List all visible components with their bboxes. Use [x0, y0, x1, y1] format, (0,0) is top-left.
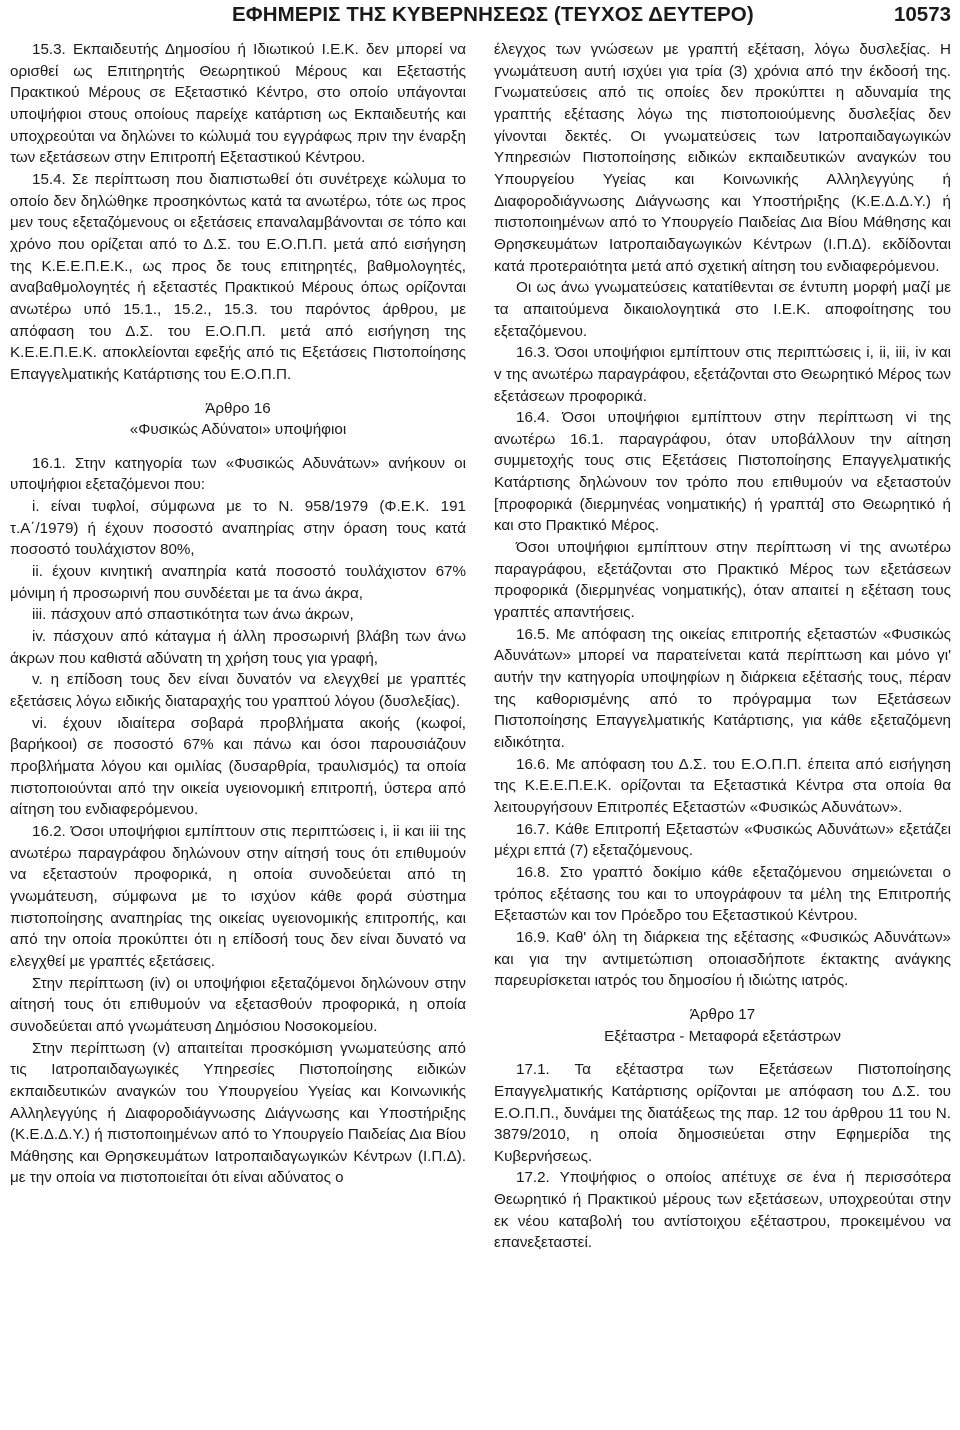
item-iii: iii. πάσχουν από σπαστικότητα των άνω άκρων,: [32, 606, 354, 624]
paragraph-15-4: 15.4. Σε περίπτωση που διαπιστωθεί ότι συνέτρεχε κώλυμα το οποίο δεν δηλώθηκε προσηκόντως κατά τα ανωτέρω, τότε ως προς μεν τους εξεταζόμενους οι εξετάσεις επαναλαμβάνονται σε τόπο και χρόνο που ορίζεται από το Δ.Σ. του Ε.Ο.Π.Π. μετά από εισήγηση της Κ.Ε.Ε.Π.Ε.Κ., ως προς δε τους επιτηρητές, βαθμολογητές, αναβαθμολογητές ή εξεταστές Πρακτικού Μέρους όπως ορίζονται ανωτέρω υπό 15.1., 15.2., 15.3. του παρόντος άρθρου, με απόφαση του Δ.Σ. του Ε.Ο.Π.Π. μετά από εισήγηση της Κ.Ε.Ε.Π.Ε.Κ. αποκλείονται εφεξής από τις Εξετάσεις Πιστοποίησης Επαγγελματικής Κατάρτισης του Ε.Ο.Π.Π.: [10, 170, 466, 383]
paragraph-15-3: 15.3. Εκπαιδευτής Δημοσίου ή Ιδιωτικού Ι.Ε.Κ. δεν μπορεί να ορισθεί ως Επιτηρητής Θεωρητικού Μέρους και Εξεταστής Πρακτικού Μέρους σε Εξεταστικό Κέντρο, στο οποίο υπάγονται υποψήφιοι στους οποίους παρείχε κατάρτιση ως Εκπαιδευτής και υποχρεούται να δηλώνει το κώλυμά του εγγράφως πριν την έναρξη των εξετάσεων στην Επιτροπή Εξεταστικού Κέντρου.: [10, 41, 466, 167]
paragraph-17-2: 17.2. Υποψήφιος ο οποίος απέτυχε σε ένα ή περισσότερα Θεωρητικό ή Πρακτικού μέρους των εξετάσεων, υποχρεούται στην εκ νέου καταβολή του αντίστοιχου εξέταστρου, προκειμένου να επανεξεταστεί.: [494, 1169, 951, 1252]
article-17-title: Άρθρο 17: [689, 1005, 756, 1023]
paragraph-continued: έλεγχος των γνώσεων με γραπτή εξέταση, λόγω δυσλεξίας. Η γνωμάτευση αυτή ισχύει για τρία (3) χρόνια από την έκδοσή της. Γνωματεύσεις από τις οποίες δεν προκύπτει η αδυναμία της γραπτής εξέτασης λόγω της πιστοποιούμενης δυσλεξίας δεν γίνονται δεκτές. Οι γνωματεύσεις των Ιατροπαιδαγωγικών Υπηρεσιών Πιστοποίησης ειδικών εκπαιδευτικών αναγκών του Υπουργείου Υγείας και Κοινωνικής Αλληλεγγύης ή Διαφοροδιάγνωσης Διάγνωσης και Υποστήριξης (Κ.Ε.Δ.Δ.Υ.) ή πιστοποιημένων από το Υπουργείο Παιδείας Δια Βίου Μάθησης και Θρησκευμάτων Ιατροπαιδαγωγικών Κέντρων (Ι.Π.Δ). εκδίδονται κατά προτεραιότητα μετά από σχετική αίτηση του ενδιαφερόμενου.: [494, 41, 951, 275]
item-vi: vi. έχουν ιδιαίτερα σοβαρά προβλήματα ακοής (κωφοί, βαρήκοοι) σε ποσοστό 67% και πάνω και όσοι παρουσιάζουν προβλήματα λόγου και ομιλίας (δυσαρθρία, τραυλισμός) τα οποία πιστοποιούνται από την οικεία υγειονομική επιτροπή, ύστερα από αίτηση του ενδιαφερόμενου.: [10, 714, 466, 819]
page-number: 10573: [893, 3, 951, 26]
paragraph-17-1: 17.1. Τα εξέταστρα των Εξετάσεων Πιστοποίησης Επαγγελματικής Κατάρτισης ορίζονται με απόφαση του Δ.Σ. του Ε.Ο.Π.Π., δυνάμει της διατάξεως της παρ. 12 του άρθρου 11 του Ν. 3879/2010, η οποία δημοσιεύεται στην Εφημερίδα της Κυβερνήσεως.: [494, 1061, 951, 1165]
paragraph-certificates: Οι ως άνω γνωματεύσεις κατατίθενται σε έντυπη μορφή μαζί με τα απαιτούμενα δικαιολογητικά στο Ι.Ε.Κ. αποφοίτησης του εξεταζόμενου.: [494, 279, 951, 340]
paragraph-case-vi: Όσοι υποψήφιοι εμπίπτουν στην περίπτωση vi της ανωτέρω παραγράφου, εξετάζονται στο Πρακτικό Μέρος των εξετάσεων προφορικά (διερμηνέας νοηματικής), όταν απαιτεί η εξέταση τους γραπτές απαντήσεις.: [494, 539, 951, 622]
article-17-subtitle: Εξέταστρα - Μεταφορά εξετάστρων: [604, 1027, 841, 1045]
paragraph-case-iv: Στην περίπτωση (iv) οι υποψήφιοι εξεταζόμενοι δηλώνουν στην αίτησή τους ότι επιθυμούν να εξετασθούν προφορικά, η οποία συνοδεύεται από γνωμάτευση Δημόσιου Νοσοκομείου.: [10, 974, 466, 1035]
item-iv: iv. πάσχουν από κάταγμα ή άλλη προσωρινή βλάβη των άνω άκρων που καθιστά αδύνατη τη χρήση τους για γραφή,: [10, 628, 466, 667]
paragraph-16-9: 16.9. Καθ' όλη τη διάρκεια της εξέτασης «Φυσικώς Αδυνάτων» και για την αντιμετώπιση οποιασδήποτε έκτακτης ανάγκης παρευρίσκεται ιατρός του δημοσίου ή ιδιώτης ιατρός.: [494, 928, 951, 990]
right-column: [494, 39, 951, 1254]
item-v: v. η επίδοση τους δεν είναι δυνατόν να ελεγχθεί με γραπτές εξετάσεις λόγω ειδικής διαταραχής του γραπτού λόγου (δυσλεξίας).: [10, 671, 466, 711]
paragraph-16-2: 16.2. Όσοι υποψήφιοι εμπίπτουν στις περιπτώσεις i, ii και iii της ανωτέρω παραγράφου δηλώνουν στην αίτησή τους ότι επιθυμούν να εξεταστούν προφορικά, η οποία συνοδεύεται από τη γνωμάτευση, σύμφωνα με το ισχύον κάθε φορά σύστημα πιστοποίησης αναπηρίας της οικείας υγειονομικής επιτροπής, και από την οποία προκύπτει ότι η επίδοσή τους δεν είναι δυνατό να ελεγχθεί με γραπτές εξετάσεις.: [10, 822, 466, 970]
paragraph-16-8: 16.8. Στο γραπτό δοκίμιο κάθε εξεταζόμενου σημειώνεται ο τρόπος εξέτασης του και το υπογράφουν τα μέλη της Επιτροπής Εξεταστών και τον Πρόεδρο του Εξεταστικού Κέντρου.: [494, 863, 951, 925]
paragraph-case-v: Στην περίπτωση (v) απαιτείται προσκόμιση γνωματεύσης από τις Ιατροπαιδαγωγικές Υπηρεσίες Πιστοποίησης ειδικών εκπαιδευτικών αναγκών του Υπουργείου Υγείας και Κοινωνικής Αλληλεγγύης ή Διαφοροδιάγνωσης Διάγνωσης και Υποστήριξης (Κ.Ε.Δ.Δ.Υ.) ή πιστοποιημένων από το Υπουργείο Παιδείας Δια Βίου Μάθησης και Θρησκευμάτων Ιατροπαιδαγωγικών Κέντρων (Ι.Π.Δ). με την οποία να πιστοποιείται ότι είναι αδύνατος ο: [10, 1039, 466, 1187]
gazette-title: ΕΦΗΜΕΡΙΣ ΤΗΣ ΚΥΒΕΡΝΗΣΕΩΣ (ΤΕΥΧΟΣ ΔΕΥΤΕΡΟ): [232, 3, 754, 26]
paragraph-16-3: 16.3. Όσοι υποψήφιοι εμπίπτουν στις περιπτώσεις i, ii, iii, iv και v της ανωτέρω παραγράφου, εξετάζονται στο Θεωρητικό Μέρος των εξετάσεων προφορικά.: [494, 344, 951, 405]
left-column: [10, 39, 466, 1189]
item-i: i. είναι τυφλοί, σύμφωνα με το Ν. 958/1979 (Φ.Ε.Κ. 191 τ.Α΄/1979) ή έχουν ποσοστό αναπηρίας στην όραση τους κατά ποσοστό τουλάχιστον 80%,: [10, 498, 466, 559]
item-ii: ii. έχουν κινητική αναπηρία κατά ποσοστό τουλάχιστον 67% μόνιμη ή προσωρινή που συνδέεται με τα άνω άκρα,: [10, 563, 466, 602]
page-header: [0, 0, 960, 34]
paragraph-16-7: 16.7. Κάθε Επιτροπή Εξεταστών «Φυσικώς Αδυνάτων» εξετάζει μέχρι επτά (7) εξεταζόμενους.: [494, 820, 951, 860]
article-16-subtitle: «Φυσικώς Αδύνατοι» υποψήφιοι: [129, 421, 347, 439]
paragraph-16-5: 16.5. Με απόφαση της οικείας επιτροπής εξεταστών «Φυσικώς Αδυνάτων» μπορεί να παρατείνεται κατά περίπτωση και μόνο γι' αυτήν την κατηγορία υποψηφίων η διάρκεια εξέτασής τους, πέραν της καθορισμένης από το πρόγραμμα των Εξετάσεων Πιστοποίησης Επαγγελματικής Κατάρτισης, για κάθε εξεταζόμενη ειδικότητα.: [494, 625, 951, 751]
paragraph-16-4: 16.4. Όσοι υποψήφιοι εμπίπτουν στην περίπτωση vi της ανωτέρω 16.1. παραγράφου, όταν υποβάλλουν την αίτηση συμμετοχής τους στις Εξετάσεις Πιστοποίησης Επαγγελματικής Κατάρτισης δηλώνουν τον τρόπο που επιθυμούν να εξεταστούν [προφορικά (διερμηνέας νοηματικής) ή γραπτά] στο Θεωρητικό ή και στο Πρακτικό Μέρος.: [494, 409, 951, 535]
paragraph-16-1: 16.1. Στην κατηγορία των «Φυσικώς Αδυνάτων» ανήκουν οι υποψήφιοι εξεταζόμενοι που:: [10, 454, 466, 494]
article-16-title: Άρθρο 16: [205, 399, 271, 417]
paragraph-16-6: 16.6. Με απόφαση του Δ.Σ. του Ε.Ο.Π.Π. έπειτα από εισήγηση της Κ.Ε.Ε.Π.Ε.Κ. ορίζονται τα Εξεταστικά Κέντρα στα οποία θα λειτουργήσουν Επιτροπές Εξεταστών «Φυσικώς Αδυνάτων».: [494, 755, 951, 816]
